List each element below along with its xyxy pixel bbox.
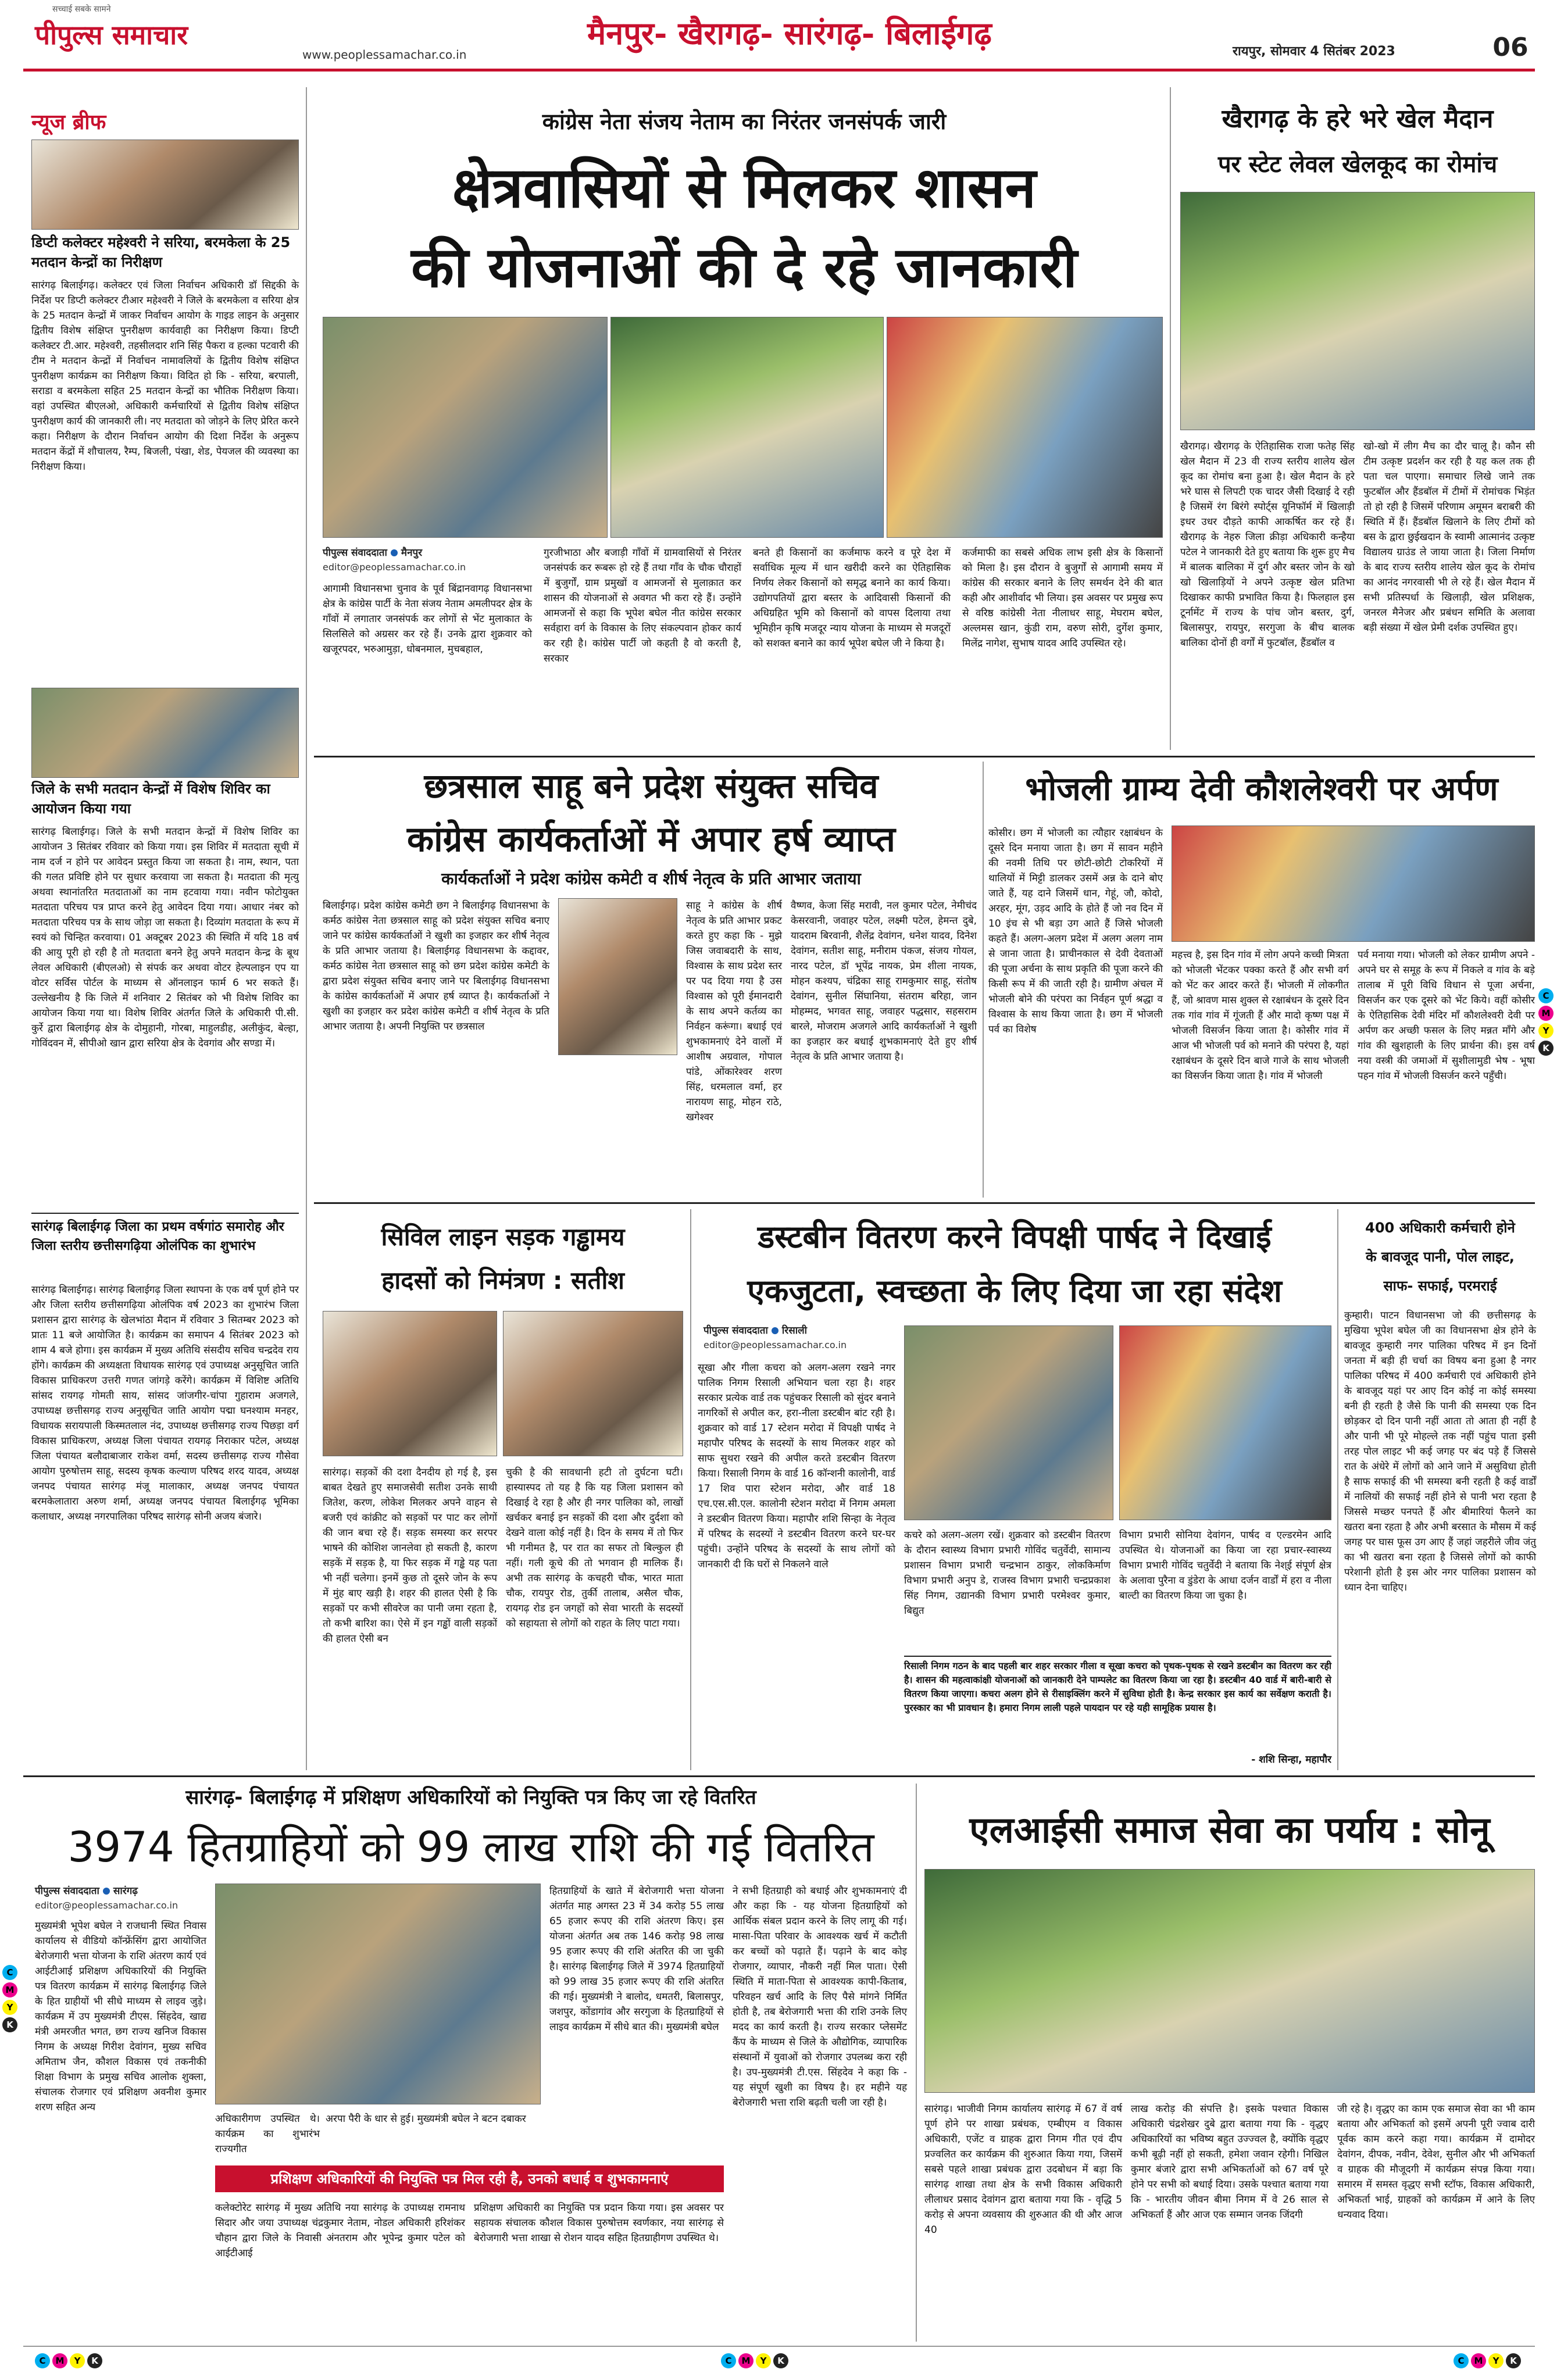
dustbin-divider xyxy=(1337,1209,1338,1770)
masthead-logo: पीपुल्स समाचार xyxy=(35,19,188,51)
cmyk-m: M xyxy=(1471,2353,1486,2368)
cmyk-c: C xyxy=(1538,988,1554,1003)
brief-photo-2 xyxy=(31,688,299,778)
lead-email[interactable]: editor@peoplessamachar.co.in xyxy=(323,562,466,573)
khairagarh-headline-line2: पर स्टेट लेवल खेलकूद का रोमांच xyxy=(1217,151,1498,178)
lic-photo xyxy=(924,1869,1535,2093)
brief-photo-1 xyxy=(31,140,299,230)
byline-name: पीपुल्स संवाददाता xyxy=(35,1885,99,1897)
dustbin-quote: रिसाली निगम गठन के बाद पहली बार शहर सरकार गीला व सूखा कचरा को पृथक-पृथक से रखने डस्टबीन का वितरण कर रही है। शासन की महत्वाकांक्षी योजनाओं को जानकारी देने पाम्पलेट का वितरण किया जा रहा है। डस्टबीन 40 वार्ड में बारी-बारी से वितरण किया जाएगा। कचरा अलग होने से रीसाइक्लिंग करने में सुविधा होती है। केन्द्र सरकार इस कार्य का सर्वेक्षण कराती है। पुरस्कार का भी प्रावधान है। हमारा निगम लाली पहले पायदान पर रहे यही सामूहिक प्रयास है। xyxy=(904,1660,1331,1713)
lic-headline: एलआईसी समाज सेवा का पर्याय : सोनू xyxy=(969,1809,1490,1851)
awas-kicker: सारंगढ़- बिलाईगढ़ में प्रशिक्षण अधिकारियों को नियुक्ति पत्र किए जा रहे वितरित xyxy=(185,1786,756,1809)
cmyk-m: M xyxy=(2,1982,17,1997)
lead-col-2: गुरजीभाठा और बजाड़ी गाँवों में ग्रामवासियों से निरंतर जनसंपर्क कर रूबरू हो रहे हैं तथा गाँव के चौक चौराहों में बुजुर्गों, ग्राम प्रमुखों व आमजनों से मुलाक़ात कर शासन की योजनाओं से अवगत भी करा रहे हैं। उन्होंने आमजनों से कहा कि भूपेश बघेल नीत कांग्रेस सरकार सर्वहारा वर्ग के विकास के लिए संकल्पवान होकर कार्य कर रही है। कांग्रेस पार्टी जो कहती है वो करती है, सरकार xyxy=(544,547,741,664)
awas-sub-col-1: कलेक्टोरेट सारंगढ़ में मुख्य अतिथि नया सारंगढ़ के उपाध्यक्ष रामनाथ सिदार और जया उपाध्यक्ष चंद्रकुमार नेताम, नोडल अधिकारी हरिशंकर चौहान द्वारा जिले के निवासी अंनतराम और भूपेन्द्र कुमार पटेल को आईटीआई xyxy=(215,2202,465,2259)
awas-col-3: अरपा पैरी के धार से हुई। मुख्यमंत्री बघेल ने बटन दबाकर xyxy=(326,2113,526,2125)
chhatrasal-col-1: बिलाईगढ़। प्रदेश कांग्रेस कमेटी छग ने बिलाईगढ़ विधानसभा के कर्मठ कांग्रेस नेता छत्रसाल साहू को प्रदेश संयुक्त सचिव बनाए जाने पर कांग्रेस कार्यकर्ताओं ने खुशी का इजहार कर शीर्ष नेतृत्व के प्रति आभार जताया है। बिलाईगढ़ विधानसभा के कद्दावर, कर्मठ कांग्रेस नेता छत्रसाल साहू को छग प्रदेश कांग्रेस कमेटी के द्वारा प्रदेश संयुक्त सचिव बनाए जाने पर बिलाईगढ़ विधानसभा के कांग्रेस कार्यकर्ताओं में अपार हर्ष व्याप्त है। कार्यकर्ताओं ने खुशी का इजहार कर प्रदेश कांग्रेस कमेटी व शीर्ष नेतृत्व के प्रति आभार जताया है। अपनी नियुक्ति पर छत्रसाल xyxy=(323,900,549,1032)
awas-byline xyxy=(35,1884,244,1899)
awas-divider xyxy=(916,1784,917,2342)
khairagarh-photo xyxy=(1180,192,1535,430)
cmyk-m: M xyxy=(52,2353,67,2368)
chhatrasal-subheadline: कांग्रेस कार्यकर्ताओं में अपार हर्ष व्याप्त xyxy=(407,819,895,860)
dustbin-quote-attribution: - शशि सिन्हा, महापौर xyxy=(1251,1754,1331,1766)
awas-col-5: ने सभी हितग्राही को बधाई और शुभकामनाएं दी और कहा कि - यह योजना हितग्राहियों को आर्थिक संबल प्रदान करने के लिए लागू की गई। मासा-पिता परिवार के आवश्यक खर्च में कटौती कर बच्चों को पढ़ाते हैं। पढ़ाने के बाद कोइ रोजगार, व्यापार, नौकरी नहीं मिल पाता। ऐसी स्थिति में माता-पिता से आवश्यक कापी-किताब, परिवहन खर्च आदि के लिए पैसे मांगने निर्मित होती है, तब बेरोजगारी भत्ता की राशि उनके लिए मदद का कार्य करती है। राज्य सरकार प्लेसमेंट कैंप के माध्यम से जिले के औद्योगिक, व्यापारिक संस्थानों में युवाओं को रोजगार उपलब्ध करा रही है। उप-मुख्यमंत्री टी.एस. सिंहदेव ने कहा कि - यह संपूर्ण खुशी का विषय है। हर महीने यह बेरोजगारी भत्ता राशि बढ़ती चली जा रही है। xyxy=(733,1885,907,2109)
lead-photo-2 xyxy=(610,317,884,538)
page-number: 06 xyxy=(1492,33,1529,62)
khairagarh-col-1: खैरागढ़। खैरागढ़ के ऐतिहासिक राजा फतेह सिंह खेल मैदान में 23 वी राज्य स्तरीय शालेय खेल कूद का रोमांच बना हुआ है। खेल मैदान के हरे भरे घास से लिपटी एक चादर जैसी दिखाई दे रही है जिसमें रंग बिरंगे स्पोर्ट्स यूनिफॉर्म में खिलाड़ी इधर उधर दौड़ते काफी आकर्षित कर रहे हैं। खैरागढ़ के नेहरु जिला क्रीड़ा अधिकारी कन्हैया पटेल ने जानकारी देते हुए बताया कि शुरू हुए मैच में बालक बालिका में दुर्ग और बस्तर जोन के खो खो खिलाड़ियों ने अपने उत्कृष्ट खेल प्रतिभा दिखाकर काफी प्रभावित किया है। फिलहाल इस टूर्नामेंट में राज्य के पांच जोन बस्तर, दुर्ग, बिलासपुर, रायपुर, सरगुजा के बीच बालक बालिका दोनों ही वर्गों में फुटबॉल, हैंडबॉल व xyxy=(1180,441,1355,649)
cmyk-marks-left xyxy=(2,1965,17,2035)
awas-col-2: अधिकारीगण उपस्थित थे। कार्यक्रम का शुभारंभ राज्यगीत xyxy=(215,2113,320,2155)
awas-photo xyxy=(215,1884,541,2104)
byline-place: रिसाली xyxy=(781,1325,808,1336)
dustbin-photo-2 xyxy=(1119,1325,1331,1520)
cmyk-y: Y xyxy=(1538,1023,1554,1038)
lead-headline-line1: क्षेत्रवासियों से मिलकर शासन xyxy=(452,155,1037,220)
lead-col-4: कर्जमाफी का सबसे अधिक लाभ इसी क्षेत्र के किसानों को मिला है। इस दौरान वे बुजुर्गों से आगामी समय में कांग्रेस की सरकार बनाने के लिए समर्थन देने की बात कही और आशीर्वाद भी लिया। इस अवसर पर प्रमुख रूप से वरिष्ठ कांग्रेसी नेता नीलाधर साहू, मेघराम बघेल, अल्लमस खान, कुंडी राम, वरुण सोरी, दुर्गेश कुमार, मिलेंद्र नागेश, सुभाष यादव आदि उपस्थित रहे। xyxy=(962,547,1163,649)
civil-line-col-2: चुकी है की सावधानी हटी तो दुर्घटना घटी। हास्यास्पद तो यह है कि यह जिला प्रशासन को दिखाई दे रहा है और ही नगर पालिका को, लाखों खर्चकर बनाई इन सड़कों की दशा और दुर्दशा को देखने वाला कोई नहीं है। दिन के समय में तो फिर भी गनीमत है, पर रात का सफर तो बिल्कुल ही नहीं। गली कूचे की तो भगवान ही मालिक हैं। अभी तक सारंगढ़ के कचहरी चौक, भारत माता चौक, रायपुर रोड, तुर्की तालाब, असैल चौक, रायगढ़ रोड इन जगहों को सेवा भारती के सदस्यों को सहायता से लोगों को राहत के लिए पाटा गया। xyxy=(506,1467,683,1629)
cmyk-footer-1 xyxy=(35,2353,105,2371)
lead-photo-3 xyxy=(887,317,1163,538)
cmyk-footer-2 xyxy=(721,2353,791,2371)
band-divider-2 xyxy=(314,1202,1535,1204)
chhatrasal-headline: छत्रसाल साहू बने प्रदेश संयुक्त सचिव xyxy=(424,766,879,806)
kumhari-headline-line2: के बावजूद पानी, पोल लाइट, xyxy=(1366,1249,1515,1265)
dustbin-col-1: सूखा और गीला कचरा को अलग-अलग रखने नगर पालिक निगम रिसाली अभियान चला रहा है। शहर सरकार प्रत्येक वार्ड तक पहुंचकर रिसाली को सुंदर बनाने नागरिकों से अपील कर, हरा-नीला डस्टबीन बांट रही है। शुक्रवार को वार्ड 17 स्टेशन मरोदा में विपक्षी पार्षद ने महापौर परिषद के सदस्यों के साथ मिलकर शहर को साफ सुथरा रखने की अपील करते डस्टबीन वितरण किया। रिसाली निगम के वार्ड 16 कॉन्शनी कालोनी, वार्ड 17 शिव पारा स्टेशन मरोदा, और वार्ड 18 एच.एस.सी.एल. कालोनी स्टेशन मरोदा में निगम अमला ने डस्टबीन वितरण किया। महापौर शशि सिन्हा के नेतृत्व में परिषद के सदस्यों ने डस्टबीन वितरण करने घर-घर पहुंची। उन्होंने परिषद के सदस्यों के साथ लोगों को जानकारी दी कि घरों से निकलने वाले xyxy=(698,1362,895,1570)
civil-line-col-1: सारंगढ़। सड़कों की दशा दैनदीय हो गई है, इस बाबत देखते हुए समाजसेवी सतीश उनके साथी जितेश, करण, लोकेश मिलकर अपने वाहन से बजरी एवं कांक्रीट को सड़कों पर पाट कर लोगों की जान बचा रहे हैं। सड़क समस्या कर सरपर भाषने की कोशिश जानलेवा हो सकती है, कारण सड़कें में सड़क है, या फिर सड़क में गड्ढे यह पता भी नहीं चलेगा। इनमें कुछ तो दूसरे जोन के रूप में मुंह बाए खड़ी है। शहर की हालत ऐसी है कि सड़कों पर कभी सीवरेज का पानी जमा रहता है, तो कभी बारिश का। ऐसे में इन गड्ढों वाली सड़कों की हालत ऐसी बन xyxy=(323,1467,497,1645)
masthead-website[interactable]: www.peoplessamachar.co.in xyxy=(302,48,467,62)
masthead-region: मैनपुर- खैरागढ़- सारंगढ़- बिलाईगढ़ xyxy=(587,15,992,52)
brief-divider xyxy=(31,1213,299,1214)
dustbin-byline xyxy=(703,1323,901,1338)
dustbin-photo-1 xyxy=(904,1325,1113,1520)
civil-line-headline-line2: हादसों को निमंत्रण : सतीश xyxy=(381,1266,624,1295)
byline-name: पीपुल्स संवाददाता xyxy=(323,547,387,559)
brief-headline-1: डिप्टी कलेक्टर महेश्वरी ने सरिया, बरमकेला के 25 मतदान केन्द्रों का निरीक्षण xyxy=(31,234,291,270)
awas-subbox-headline: प्रशिक्षण अधिकारियों की नियुक्ति पत्र मिल रही है, उनको बधाई व शुभकामनाएं xyxy=(215,2165,724,2192)
civil-line-photo-2 xyxy=(503,1311,683,1456)
awas-sub-col-2: प्रशिक्षण अधिकारी का नियुक्ति पत्र प्रदान किया गया। इस अवसर पर सहायक संचालक कौशल विकास पुरुषोत्तम स्वर्णकार, नया सारंगढ़ से बेरोजगारी भत्ता शाखा से रोशन यादव सहित हितग्राहीगण उपस्थित थे। xyxy=(474,2202,724,2244)
byline-place: मैनपुर xyxy=(401,547,423,559)
bhojali-col-2: महत्त्व है, इस दिन गांव में लोग अपने कच्ची मित्रता को भोजली भेंटकर पक्का करते हैं और सभी वर्ग को भेंट कर आदर करते हैं। भोजली में लोकगीत हैं, जो श्रावण मास शुक्ल से रक्षाबंधन के दूसरे दिन तक गांव गांव में गूंजती हैं और मादो कृष्ण पक्ष में भोजली विसर्जन किया जाता है। कोसीर गांव में आज भी भोजली पर्व को मनाने की परंपरा है, यहां रक्षाबंधन के दूसरे दिन बाजे गाजे के साथ भोजली का विसर्जन किया जाता है। गांव में भोजली xyxy=(1172,949,1349,1082)
cmyk-y: Y xyxy=(70,2353,85,2368)
awas-email[interactable]: editor@peoplessamachar.co.in xyxy=(35,1900,178,1911)
dustbin-col-3: विभाग प्रभारी सोनिया देवांगन, पार्षद व एल्डरमेन आदि उपस्थित थे। योजनाओं का किया जा रहा प्रचार-स्वास्थ्य विभाग प्रभारी गोविंद चतुर्वेदी ने बताया कि नेश्ई संपूर्ण क्षेत्र के अलावा पुरैना व डुंडेरा के आधा दर्जन वार्डों में हरा व नीला बाल्टी का वितरण किया जा चुका है। xyxy=(1119,1530,1331,1602)
lead-kicker: कांग्रेस नेता संजय नेताम का निरंतर जनसंपर्क जारी xyxy=(542,109,947,134)
kumhari-headline-line1: 400 अधिकारी कर्मचारी होने xyxy=(1365,1220,1515,1236)
band-divider-1 xyxy=(314,756,1535,757)
byline-dot-icon xyxy=(391,549,398,556)
masthead-logo-tagline: सच्चाई सबके सामने xyxy=(52,5,111,14)
cmyk-k: K xyxy=(773,2353,788,2368)
masthead-dateline: रायपुर, सोमवार 4 सितंबर 2023 xyxy=(1233,44,1395,59)
awas-col-1: मुख्यमंत्री भूपेश बघेल ने राजधानी स्थित निवास कार्यालय से वीडियो कॉन्फ्रेंसिंग द्वारा आयोजित बेरोजगारी भत्ता योजना के राशि अंतरण कार्य एवं आईटीआई प्रशिक्षण अधिकारियों की नियुक्ति पत्र वितरण कार्यक्रम में सारंगढ़ बिलाईगढ़ जिले के हित ग्राहीयाें भी सीधे माध्यम से लाइव जुड़े। कार्यक्रम में उप मुख्यमंत्री टीएस. सिंहदेव, खाद्य मंत्री अमरजीत भगत, छग राज्य खनिज विकास निगम के अध्यक्ष गिरीश देवांगन, मुख्य सचिव अमिताभ जैन, कौशल विकास एवं तकनीकी शिक्षा विभाग के प्रमुख सचिव आलोक शुक्ला, संचालक रोजगार एवं प्रशिक्षण अवनीश कुमार शरण सहित अन्य xyxy=(35,1920,206,2113)
awas-headline: 3974 हितग्राहियों को 99 लाख राशि की गई वितरित xyxy=(67,1822,874,1871)
cmyk-y: Y xyxy=(756,2353,771,2368)
lead-headline-line2: की योजनाओं की दे रहे जानकारी xyxy=(411,234,1077,300)
byline-place: सारंगढ़ xyxy=(113,1885,138,1897)
lead-col-3: बनते ही किसानों का कर्जमाफ करने व पूरे देश में सर्वाधिक मूल्य में धान खरीदी करने का ऐतिहासिक निर्णय लेकर किसानों को समृद्ध बनाने का कार्य किया। उद्योगपतियों द्वारा बस्तर के आदिवासी किसानों की अधिग्रहित भूमि को किसानों को वापस दिलाया तथा भूमिहीन कृषि मजदूर न्याय योजना के माध्यम से मजदूरों को सशक्त बनाने का कार्य भूपेश बघेल जी ने किया है। xyxy=(753,547,951,649)
khairagarh-headline-line1: खैरागढ़ के हरे भरे खेल मैदान xyxy=(1222,104,1494,134)
brief-body-3: सारंगढ़ बिलाईगढ़। सारंगढ़ बिलाईगढ़ जिला स्थापना के एक वर्ष पूर्ण होने पर और जिला स्तरीय छत्तीसगढ़िया ओलंपिक वर्ष 2023 का शुभारंभ जिला प्रशासन द्वारा सारंगढ़ के खेलभांठा मैदान में रविवार 3 सितम्बर 2023 को प्रातः 11 बजे आयोजित है। कार्यक्रम का समापन 4 सितंबर 2023 को शाम 4 बजे होगा। इस कार्यक्रम में मुख्य अतिथि संसदीय सचिव चन्द्रदेव राय होंगे। कार्यक्रम की अध्यक्षता विधायक सारंगढ़ एवं उपाध्यक्ष अनुसूचित जाति विकास प्राधिकरण उत्तरी गणत जांगड़े करेंगे। कार्यक्रम में विशिष्ट अतिथि सांसद रायगढ़ गोमती साय, सांसद जांजगीर-चांपा गुहाराम अजगले, उपाध्यक्ष छत्तीसगढ़ राज्य अनुसूचित जाति आयोग पद्मा घनश्याम मनहर, विधायक सरायपाली किस्मतलाल नंद, उपाध्यक्ष छत्तीसगढ़ राज्य पिछड़ा वर्ग विकास प्राधिकरण, अध्यक्ष जिला पंचायत रायगढ़ निराकार पटेल, अध्यक्ष जिला पंचायत बलौदाबाजार राकेश वर्मा, सदस्य छत्तीसगढ़ राज्य गौसेवा आयोग पुरुषोत्तम साहू, सदस्य कृषक कल्याण परिषद शरद यादव, अध्यक्ष जनपद पंचायत सारंगढ़ मंजू मालाकार, अध्यक्ष जनपद पंचायत बरमकेलातारा अरुण शर्मा, अध्यक्ष जनपद पंचायत बिलाईगढ़ भूमिका कलाधार, अध्यक्ष नगरपालिका परिषद सारंगढ़ सोनी अजय बंजारे। xyxy=(31,1284,299,1523)
lic-col-3: जी रहे है। वृद्धए का काम एक समाज सेवा का भी काम बताया और अभिकर्ता को इसमें अपनी पूरी ज्वाब दारी पूर्वक काम करने कहा गया। कार्यक्रम में दामोदर देवांगन, दीपक, नवीन, देवेश, सुनील और भी अभिकर्ता व ग्राहक की मौजूदगी में कार्यक्रम संपन्न किया गया। समारम में समस्त वृद्धए सभी स्टॉफ, विकास अधिकारी, अभिकर्ता भाई, ग्राहकों को कार्यक्रम में आने के लिए धन्यवाद दिया। xyxy=(1337,2103,1535,2221)
cmyk-m: M xyxy=(738,2353,753,2368)
lic-col-2: लाख करोड़ की संपत्ति है। इसके पश्चात विकास अधिकारी चंद्रशेखर दुबे द्वारा बताया गया कि - वृद्धए अधिकारियों का भविष्य बहुत उज्ज्वल है, क्योंकि वृद्धए कभी बूढ़ी नहीं हो सकती, हमेशा जवान रहेगी। निखिल कुमार बंजारे द्वारा सभी अभिकर्ताओं को 67 वर्ष पूरे होने पर सभी को बधाई दिया। उसके पश्चात बताया गया कि - भारतीय जीवन बीमा निगम में वे 26 साल से अभिकर्ता हैं और आज एक सम्मान जनक जिंदगी xyxy=(1131,2103,1329,2221)
masthead xyxy=(0,0,1557,70)
awas-col-4: हितग्राहियों के खाते में बेरोजगारी भत्ता योजना अंतर्गत माह अगस्त 23 में 34 करोड़ 55 लाख 65 हजार रूपए की राशि अंतरण किए। इस योजना अंतर्गत अब तक 146 करोड़ 98 लाख 95 हजार रूपए की राशि अंतरित की जा चुकी है। सारंगढ़ बिलाईगढ़ जिले में 3974 हितग्राहियों को 99 लाख 35 हजार रूपए की राशि अंतरित की गई। मुख्यमंत्री ने बालोद, धमतरी, बिलासपुर, जशपुर, कोंडागांव और सरगुजा के हितग्राहियों से लाइव कार्यक्रम में सीधे बात की। मुख्यमंत्री बघेल xyxy=(549,1885,724,2033)
bhojali-col-1: कोसीर। छग में भोजली का त्यौहार रक्षाबंधन के दूसरे दिन मनाया जाता है। छग में सावन महीने की नवमी तिथि पर छोटी-छोटी टोकरियों में थालियों में मिट्टी डालकर उसमें अन्न के दाने बोए जाते हैं, यह दाने जिसमें धान, गेहूं, जौ, कोदो, अरहर, मूंग, उड़द आदि के होते हैं जो नव दिन में 10 इंच से भी बड़ा उग आते हैं जिसे भोजली कहते हैं। अलग-अलग प्रदेश में अलग अलग नाम से जाना जाता है। प्राचीनकाल से देवी देवताओं की पूजा अर्चना के साथ प्रकृति की पूजा करने की किसी रूप में की जाती रही है। ग्रामीण अंचल में भोजली बोने की परंपरा का निर्वहन पूर्ण श्रद्धा व विश्वास के साथ किया जाता है। छग में भोजली पर्व का विशेष xyxy=(988,827,1163,1035)
chhatrasal-divider xyxy=(983,762,984,1198)
byline-dot-icon xyxy=(103,1888,110,1895)
brief-body-2: सारंगढ़ बिलाईगढ़। जिले के सभी मतदान केन्द्रों में विशेष शिविर का आयोजन 3 सितंबर रविवार को किया गया। इस शिविर में मतदाता सूची में नाम दर्ज न होने पर आवेदन प्रस्तुत किया जा सकता है। नाम, स्थान, पता की गलत प्रविष्टि होने पर सुधार करवाया जा सकता है। मतदाता की मृत्यु अथवा स्थानांतरित मतदाताओं का नाम हटवाया गया। नवीन फोटोयुक्त मतदाता परिचय पत्र प्राप्त करने हेतु आवेदन दिया गया। आधार नंबर को मतदाता परिचय पत्र के साथ जोड़ा जा सकता है। दिव्यांग मतदाता के रूप में स्वयं को चिन्हित करवाया। 01 अक्टूबर 2023 की स्थिति में यदि 18 वर्ष की आयु पूरी हो रही है तो मतदाता बनने हेतु अपने मतदान केन्द्र के बूथ लेवल अधिकारी (बीएलओ) से संपर्क कर अथवा वोटर हेल्पलाइन एप या वोटर सर्विस पोर्टल के माध्यम से ऑनलाइन फार्म 6 भर सकते हैं। उल्लेखनीय है कि जिले में शनिवार 2 सितंबर को भी विशेष शिविर का आयोजन किया गया था। विशेष शिविर अंतर्गत जिले के अधिकारी पी.सी. कुर्रे द्वारा बिलाईगढ़ क्षेत्र के दोमुहानी, गोरबा, माहुलडीह, अलीकुंद, बेल्हा, गोविंदवन में, सीपीओ खान द्वारा सरिया क्षेत्र के देवगांव और सण्डा में। xyxy=(31,826,299,1049)
brief-headline-2: जिले के सभी मतदान केन्द्रों में विशेष शिविर का आयोजन किया गया xyxy=(31,781,270,817)
cmyk-k: K xyxy=(2,2017,17,2032)
band-divider-3 xyxy=(23,1775,1535,1777)
cmyk-k: K xyxy=(1506,2353,1521,2368)
dustbin-headline-line1: डस्टबीन वितरण करने विपक्षी पार्षद ने दिखाई xyxy=(758,1218,1272,1255)
kumhari-body: कुम्हारी। पाटन विधानसभा जो की छत्तीसगढ़ के मुखिया भूपेश बघेल जी का विधानसभा क्षेत्र होने के बावजूद कुम्हारी नगर पालिका परिषद में इन दिनों जनता में बड़ी ही चर्चा का विषय बना हुआ है नगर पालिका परिषद में 400 कर्मचारी एवं अधिकारी होने के बावजूद यहां पर आए दिन कोई ना कोई समस्या बनी ही रहती है जैसे कि पानी की समस्या एक दिन छोड़कर दो दिन पानी नहीं आता तो आता ही नहीं है और पानी भी पूरे मोहल्ले तक नहीं पहुंच पाता इसी तरह पोल लाइट भी कई जगह पर बंद पड़े हैं जिससे रात के अंधेरे में लोगों को आने जाने में असुविधा होती है साफ सफाई की भी समस्या बनी रहती है कई वार्डों में नालियों की सफाई नहीं होने से पानी भरा रहता है जिससे मच्छर पनपते हैं और बीमारियां फैलने का खतरा बना रहता है और अभी बरसात के मौसम में कई जगह पर घास फूस उग आए हैं जहां जहरीले जीव जंतु का भी खतरा बना रहता है जिससे लोगों को काफी परेशानी होती है इस ओर नगर पालिका प्रशासन को ध्यान देना चाहिए। xyxy=(1344,1310,1536,1593)
footer-rule xyxy=(23,2346,1535,2347)
cmyk-c: C xyxy=(2,1965,17,1980)
civil-line-headline-line1: सिविल लाइन सड़क गड्ढामय xyxy=(381,1223,625,1251)
dustbin-headline-line2: एकजुटता, स्वच्छता के लिए दिया जा रहा संदेश xyxy=(747,1273,1282,1309)
chhatrasal-col-2: साहू ने कांग्रेस के शीर्ष नेतृत्व के प्रति आभार प्रकट करते हुए कहा कि - मुझे जिस जवाबदारी के साथ, विश्वास के साथ प्रदेश स्तर पर पद दिया गया है उस विश्वास को पूरी ईमानदारी के साथ अपने कर्तव्य का निर्वहन करूंगा। बधाई एवं शुभकामनाएं देने वालों में आशीष अग्रवाल, गोपाल पांडे, ओंकारेश्वर शरण सिंह, धरमलाल वर्मा, हर नारायण साहू, मोहन राठे, खगेश्वर xyxy=(686,900,782,1123)
cmyk-m: M xyxy=(1538,1006,1554,1021)
left-column-divider xyxy=(306,87,307,1770)
cmyk-k: K xyxy=(87,2353,102,2368)
cmyk-y: Y xyxy=(2,2000,17,2015)
cmyk-y: Y xyxy=(1488,2353,1504,2368)
brief-headline-3: सारंगढ़ बिलाईगढ़ जिला का प्रथम वर्षगांठ समारोह और जिला स्तरीय छत्तीसगढ़िया ओलंपिक का शुभारंभ xyxy=(31,1220,284,1253)
lic-col-1: सारंगढ़। भाजीवी निगम कार्यालय सारंगढ़ में 67 वें वर्ष पूर्ण होने पर शाखा प्रबंधक, एम्बीएम व विकास अधिकारी, एजेंट व ग्राहक द्वारा निगम गीत एवं दीप प्रज्वलित कर कार्यक्रम की शुरुआत किया गया, जिसमें सबसे पहले शाखा प्रबंधक द्वारा उदबोधन में बड़ा कि सारंगढ़ शाखा तथा क्षेत्र के सभी विकास अधिकारी लीलाधर प्रसाद देवांगन द्वारा बताया गया कि - वृद्धि 5 करोड़ से अपना व्यवसाय की शुरुआत की थी और आज 40 xyxy=(924,2103,1122,2236)
news-brief-label: न्यूज ब्रीफ xyxy=(31,110,106,134)
lead-photo-1 xyxy=(323,317,608,538)
bhojali-col-3: पर्व मनाया गया। भोजली को लेकर ग्रामीण अपने - अपने घर से समूह के रूप में निकले व गांव के बड़े तालाब में पूरी विधि विधान से पूजा अर्चना, विसर्जन कर एक दूसरे को भेंट किये। वहीं कोसीर के ऐतिहासिक देवी मंदिर माँ कौशलेश्वरी देवी पर अर्पण कर अच्छी फसल के लिए मन्नत माँगे और गांव की खुशहाली के लिए प्रार्थना की। इस वर्ष नया वस्त्री की जमाओं में सुशीलामुडी भेष - भूषा पहन गांव में भोजली विसर्जन करने पहुँची। xyxy=(1358,949,1535,1082)
dustbin-col-2: कचरे को अलग-अलग रखें। शुक्रवार को डस्टबीन वितरण के दौरान स्वास्थ्य विभाग प्रभारी गोविंद चतुर्वेदी, सामान्य प्रशासन विभाग प्रभारी चन्द्रभान ठाकुर, लोककिर्माण विभाग प्रभारी अनुप डे, राजस्व विभाग प्रभारी चन्द्रप्रकाश सिंह निगम, उद्यानकी विभाग प्रभारी परमेश्वर कुमार, बिद्युत xyxy=(904,1530,1110,1617)
right-column-divider xyxy=(1170,87,1171,750)
lead-col-1: आगामी विधानसभा चुनाव के पूर्व बिंद्रानवागढ़ विधानसभा क्षेत्र के कांग्रेस पार्टी के नेता संजय नेताम अमलीपदर क्षेत्र के गाँवों में लगातार जनसंपर्क कर लोगों से भेंट मुलाकात के सिलसिले को अग्रसर कर रहे हैं। उनके द्वारा शुक्रवार को खजूरपदर, भरुआमुड़ा, धोबनमाल, मुचबहाल, xyxy=(323,583,532,655)
masthead-divider xyxy=(23,69,1535,72)
kumhari-headline-line3: साफ- सफाई, परमराई xyxy=(1383,1278,1497,1294)
chhatrasal-photo xyxy=(558,898,677,1055)
dustbin-email[interactable]: editor@peoplessamachar.co.in xyxy=(703,1339,847,1350)
bhojali-headline: भोजली ग्राम्य देवी कौशलेश्वरी पर अर्पण xyxy=(1025,770,1498,808)
cmyk-k: K xyxy=(1538,1041,1554,1056)
brief-body-1: सारंगढ़ बिलाईगढ़। कलेक्टर एवं जिला निर्वाचन अधिकारी डॉ सिद्दकी के निर्देश पर डिप्टी कलेक्टर टीआर महेश्वरी ने जिले के बरमकेला व सरिया क्षेत्र के 25 मतदान केन्द्रों में जाकर निर्वाचन आयोग के गाइड लाइन के अनुसार द्वितीय विशेष संक्षिप्त पुनरीक्षण कार्यवाही का निरीक्षण किया। डिप्टी कलेक्टर टी.आर. महेश्वरी, तहसीलदार शनि सिंह पैकरा व हल्का पटवारी की टीम ने मतदान केन्द्रों में निर्वाचन नामावलियों के द्वितीय विशेष संक्षिप्त पुनरीक्षण कार्यक्रम का निरीक्षण किया। विदित हो कि - सरिया, बरपाली, सराडा व बरमकेला सहित 25 मतदान केन्द्रों का भौतिक निरीक्षण किया। वहां उपस्थित बीएलओ, अधिकारी कर्मचारियों से द्वितीय विशेष संक्षिप्त पुनरीक्षण कार्य की जानकारी ली। नए मतदाता को जोड़ने के लिए प्रेरित करने कहा। निरीक्षण के दौरान निर्वाचन आयोग की दिशा निर्देश के अनुरूप मतदान केंद्रों में शौचालय, रैम्प, बिजली, पंखा, शेड, पेयजल की व्यवस्था का निरीक्षण किया। xyxy=(31,280,299,473)
cmyk-c: C xyxy=(35,2353,50,2368)
civil-line-photo-1 xyxy=(323,1311,497,1456)
cmyk-c: C xyxy=(1454,2353,1469,2368)
lead-byline xyxy=(323,545,555,560)
cmyk-footer-3 xyxy=(1454,2353,1523,2371)
bhojali-photo xyxy=(1172,826,1535,942)
dustbin-quote-box xyxy=(904,1656,1331,1770)
chhatrasal-kicker: कार्यकर्ताओं ने प्रदेश कांग्रेस कमेटी व शीर्ष नेतृत्व के प्रति आभार जताया xyxy=(441,869,861,888)
cmyk-c: C xyxy=(721,2353,736,2368)
khairagarh-col-2: खो-खो में लीग मैच का दौर चालू है। कौन सी टीम उत्कृष्ट प्रदर्शन कर रही है यह कल तक ही पता चल पाएगा। समाचार लिखे जाने तक फुटबॉल और हैंडबॉल में टीमों में रोमांचक भिड़ंत तो हो रही है जिसमें परिणाम अमूमन बराबरी की स्थिति में हैं। हैंडबॉल खिलाने के लिए टीमों को बस के द्वारा छुईखदान के स्वामी आत्मानंद उत्कृष्ट विद्यालय ग्राउंड ले जाया जाता है। जिला निर्माण के बाद राज्य स्तरीय शालेय खेल कूद के रोमांच का आनंद नगरवासी भी ले रहे हैं। खेल मैदान में सभी प्रतिस्पर्धा के खिलाड़ी, खेल प्रशिक्षक, जनरल मैनेजर और प्रबंधन समिति के अलावा बड़ी संख्या में खेल प्रेमी दर्शक उपस्थित हुए। xyxy=(1363,441,1535,634)
chhatrasal-col-3: वैष्णव, केजा सिंह मरावी, नल कुमार पटेल, नेमीचंद केसरवानी, जवाहर पटेल, लक्ष्मी पटेल, हेमन्त दुबे, यादराम बिरवानी, शैलेंद्र देवांगन, धनेश यादव, दिनेश देवांगन, सतीश साहू, मनीराम पंकज, संजय गोयल, नारद पटेल, डॉ भूपेंद्र नायक, प्रेम शीला नायक, मोहन कश्यप, चंद्रिका साहू रामकुमार साहू, संतोष देवांगन, सुनील सिंघानिया, संतराम बरिहा, जान मोहम्मद, भगवत साहू, जवाहर पद्धसार, सहसराम बारले, मोजराम अजगले आदि कार्यकर्ताओं ने खुशी का इजहार कर बधाई शुभकामनाएं देते हुए शीर्ष नेतृत्व के प्रति आभार जताया है। xyxy=(791,900,977,1063)
cmyk-marks-right xyxy=(1538,988,1554,1058)
civil-line-divider xyxy=(690,1209,691,1770)
byline-dot-icon xyxy=(772,1327,779,1334)
byline-name: पीपुल्स संवाददाता xyxy=(703,1325,768,1336)
